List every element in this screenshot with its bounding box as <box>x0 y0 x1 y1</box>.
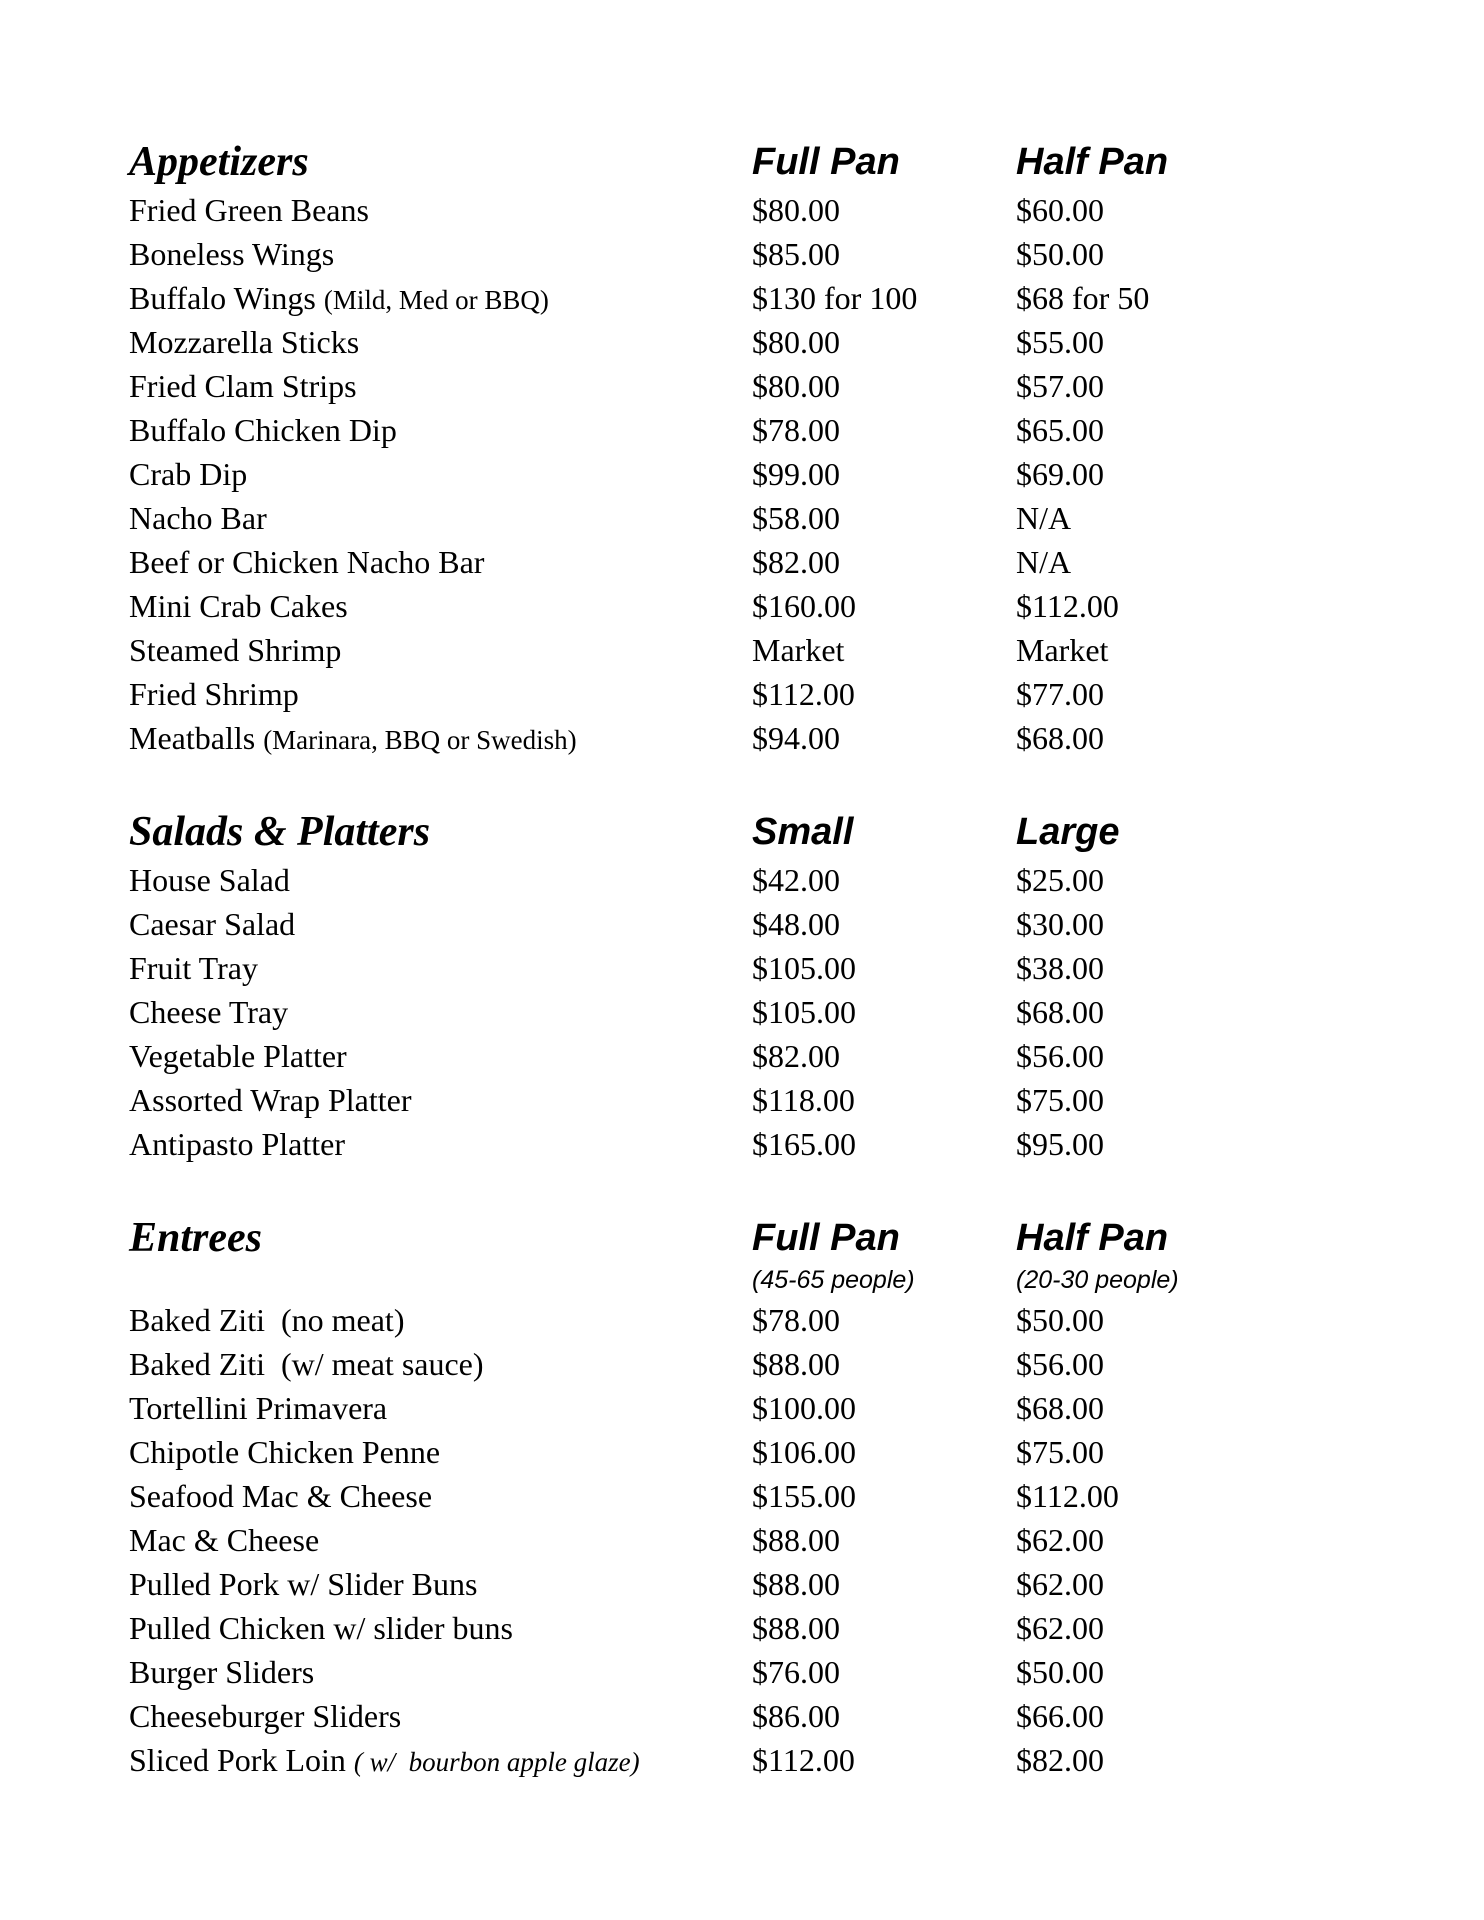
item-name: Seafood Mac & Cheese <box>129 1478 433 1514</box>
menu-item-row <box>0 540 1484 584</box>
half-pan-price: $66.00 <box>1016 1698 1104 1734</box>
menu-item-row <box>0 1122 1484 1166</box>
half-pan-price: $82.00 <box>1016 1742 1104 1778</box>
menu-item-row <box>0 716 1484 760</box>
small-price: $165.00 <box>752 1126 856 1162</box>
salads-small-heading: Small <box>752 811 854 853</box>
item-name: Crab Dip <box>129 456 248 492</box>
small-price: $105.00 <box>752 950 856 986</box>
full-pan-price: $160.00 <box>752 588 856 624</box>
large-price: $38.00 <box>1016 950 1104 986</box>
entrees-header-row <box>0 1212 1484 1261</box>
full-pan-price: $82.00 <box>752 544 840 580</box>
half-pan-price: $50.00 <box>1016 236 1104 272</box>
entrees-title: Entrees <box>129 1215 263 1261</box>
small-price: $118.00 <box>752 1082 855 1118</box>
entrees-subheader-row <box>0 1264 1484 1296</box>
menu-item-row <box>0 990 1484 1034</box>
half-pan-price: $60.00 <box>1016 192 1104 228</box>
half-pan-price: $62.00 <box>1016 1566 1104 1602</box>
half-pan-price: $56.00 <box>1016 1346 1104 1382</box>
item-name: Tortellini Primavera <box>129 1390 388 1426</box>
item-name: Mini Crab Cakes <box>129 588 348 624</box>
menu-item-row <box>0 1562 1484 1606</box>
item-name: Baked Ziti (w/ meat sauce) <box>129 1346 484 1382</box>
menu-item-row <box>0 408 1484 452</box>
full-pan-price: $80.00 <box>752 368 840 404</box>
full-pan-price: $88.00 <box>752 1346 840 1382</box>
appetizers-title: Appetizers <box>129 139 309 185</box>
half-pan-price: $69.00 <box>1016 456 1104 492</box>
large-price: $75.00 <box>1016 1082 1104 1118</box>
item-name: Cheeseburger Sliders <box>129 1698 402 1734</box>
full-pan-price: $86.00 <box>752 1698 840 1734</box>
item-name: House Salad <box>129 862 290 898</box>
menu-item-row <box>0 1386 1484 1430</box>
half-pan-price: $50.00 <box>1016 1654 1104 1690</box>
appetizers-half-pan-heading: Half Pan <box>1016 141 1169 183</box>
half-pan-price: $68 for 50 <box>1016 280 1150 316</box>
item-name: Sliced Pork Loin ( w/ bourbon apple glaze) <box>129 1742 640 1778</box>
salads-large-heading: Large <box>1016 811 1120 853</box>
menu-item-row <box>0 232 1484 276</box>
menu-item-row <box>0 1474 1484 1518</box>
menu-item-row <box>0 1298 1484 1342</box>
full-pan-price: $100.00 <box>752 1390 856 1426</box>
entrees-half-pan-heading: Half Pan <box>1016 1217 1169 1259</box>
half-pan-price: $62.00 <box>1016 1610 1104 1646</box>
item-name: Beef or Chicken Nacho Bar <box>129 544 485 580</box>
item-note: (Mild, Med or BBQ) <box>323 285 549 315</box>
item-name: Fried Clam Strips <box>129 368 357 404</box>
item-name: Nacho Bar <box>129 500 267 536</box>
item-name: Chipotle Chicken Penne <box>129 1434 441 1470</box>
full-pan-price: $78.00 <box>752 412 840 448</box>
full-pan-price: $85.00 <box>752 236 840 272</box>
appetizers-full-pan-heading: Full Pan <box>752 141 900 183</box>
half-pan-price: $77.00 <box>1016 676 1104 712</box>
large-price: $56.00 <box>1016 1038 1104 1074</box>
large-price: $30.00 <box>1016 906 1104 942</box>
half-pan-price: $68.00 <box>1016 720 1104 756</box>
full-pan-price: $80.00 <box>752 324 840 360</box>
small-price: $82.00 <box>752 1038 840 1074</box>
small-price: $105.00 <box>752 994 856 1030</box>
item-name: Baked Ziti (no meat) <box>129 1302 405 1338</box>
item-note: (Marinara, BBQ or Swedish) <box>263 725 577 755</box>
half-pan-price: $112.00 <box>1016 588 1119 624</box>
item-name: Vegetable Platter <box>129 1038 347 1074</box>
menu-item-row <box>0 946 1484 990</box>
menu-item-row <box>0 902 1484 946</box>
half-pan-price: $68.00 <box>1016 1390 1104 1426</box>
item-name: Buffalo Wings (Mild, Med or BBQ) <box>129 280 549 316</box>
menu-item-row <box>0 1518 1484 1562</box>
item-name: Mozzarella Sticks <box>129 324 360 360</box>
menu-item-row <box>0 1430 1484 1474</box>
large-price: $95.00 <box>1016 1126 1104 1162</box>
full-pan-price: $99.00 <box>752 456 840 492</box>
item-name: Boneless Wings <box>129 236 335 272</box>
menu-item-row <box>0 452 1484 496</box>
full-pan-price: $112.00 <box>752 1742 855 1778</box>
item-name: Mac & Cheese <box>129 1522 320 1558</box>
half-pan-price: $62.00 <box>1016 1522 1104 1558</box>
item-name: Caesar Salad <box>129 906 296 942</box>
menu-item-row <box>0 858 1484 902</box>
half-pan-serving-size: (20-30 people) <box>1016 1266 1179 1294</box>
menu-item-row <box>0 1738 1484 1782</box>
half-pan-price: $57.00 <box>1016 368 1104 404</box>
menu-item-row <box>0 276 1484 320</box>
menu-item-row <box>0 1694 1484 1738</box>
full-pan-price: $94.00 <box>752 720 840 756</box>
salads-header-row <box>0 806 1484 855</box>
menu-item-row <box>0 672 1484 716</box>
full-pan-price: $112.00 <box>752 676 855 712</box>
full-pan-price: $130 for 100 <box>752 280 918 316</box>
menu-item-row <box>0 1078 1484 1122</box>
item-name: Antipasto Platter <box>129 1126 345 1162</box>
full-pan-serving-size: (45-65 people) <box>752 1266 915 1294</box>
item-name: Assorted Wrap Platter <box>129 1082 412 1118</box>
large-price: $25.00 <box>1016 862 1104 898</box>
half-pan-price: N/A <box>1016 500 1072 536</box>
half-pan-price: $50.00 <box>1016 1302 1104 1338</box>
menu-item-row <box>0 320 1484 364</box>
item-name: Meatballs (Marinara, BBQ or Swedish) <box>129 720 577 756</box>
full-pan-price: $88.00 <box>752 1610 840 1646</box>
menu-item-row <box>0 628 1484 672</box>
full-pan-price: $88.00 <box>752 1566 840 1602</box>
menu-item-row <box>0 1606 1484 1650</box>
item-name: Steamed Shrimp <box>129 632 342 668</box>
full-pan-price: $78.00 <box>752 1302 840 1338</box>
small-price: $42.00 <box>752 862 840 898</box>
item-name: Fruit Tray <box>129 950 258 986</box>
full-pan-price: Market <box>752 632 845 668</box>
full-pan-price: $155.00 <box>752 1478 856 1514</box>
item-note: ( w/ bourbon apple glaze) <box>353 1747 640 1777</box>
menu-item-row <box>0 1342 1484 1386</box>
item-name: Cheese Tray <box>129 994 289 1030</box>
salads-title: Salads & Platters <box>129 809 431 855</box>
half-pan-price: $112.00 <box>1016 1478 1119 1514</box>
full-pan-price: $80.00 <box>752 192 840 228</box>
item-name: Pulled Pork w/ Slider Buns <box>129 1566 478 1602</box>
menu-item-row <box>0 188 1484 232</box>
half-pan-price: $65.00 <box>1016 412 1104 448</box>
full-pan-price: $106.00 <box>752 1434 856 1470</box>
item-name: Buffalo Chicken Dip <box>129 412 397 448</box>
item-name: Burger Sliders <box>129 1654 315 1690</box>
half-pan-price: $55.00 <box>1016 324 1104 360</box>
full-pan-price: $88.00 <box>752 1522 840 1558</box>
entrees-full-pan-heading: Full Pan <box>752 1217 900 1259</box>
menu-item-row <box>0 1034 1484 1078</box>
small-price: $48.00 <box>752 906 840 942</box>
item-name: Fried Shrimp <box>129 676 299 712</box>
full-pan-price: $58.00 <box>752 500 840 536</box>
half-pan-price: $75.00 <box>1016 1434 1104 1470</box>
appetizers-header-row <box>0 136 1484 185</box>
menu-item-row <box>0 584 1484 628</box>
half-pan-price: Market <box>1016 632 1109 668</box>
large-price: $68.00 <box>1016 994 1104 1030</box>
menu-item-row <box>0 1650 1484 1694</box>
full-pan-price: $76.00 <box>752 1654 840 1690</box>
menu-item-row <box>0 496 1484 540</box>
menu-item-row <box>0 364 1484 408</box>
half-pan-price: N/A <box>1016 544 1072 580</box>
item-name: Fried Green Beans <box>129 192 369 228</box>
item-name: Pulled Chicken w/ slider buns <box>129 1610 513 1646</box>
